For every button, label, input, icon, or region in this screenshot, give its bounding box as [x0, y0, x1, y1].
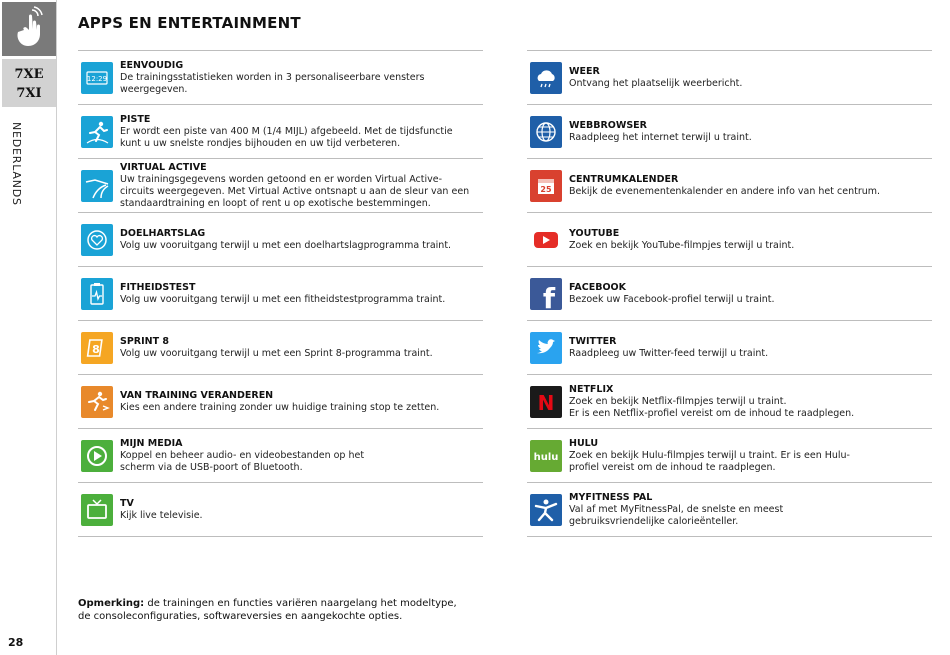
item-desc: De trainingsstatistieken worden in 3 personaliseerbare vensters weergegeven. [120, 71, 425, 95]
list-item [527, 266, 932, 320]
virtual-road-icon [81, 170, 113, 202]
list-item [527, 482, 932, 537]
item-desc: profiel vereist om de inhoud te raadplegen. [569, 461, 776, 473]
list-item [78, 482, 483, 537]
item-title: TWITTER [569, 335, 617, 347]
footnote [78, 597, 498, 623]
left-app-list [78, 50, 483, 537]
list-item [78, 266, 483, 320]
item-title: FACEBOOK [569, 281, 626, 293]
item-desc: Kijk live televisie. [120, 509, 203, 521]
item-desc: Val af met MyFitnessPal, de snelste en meest [569, 503, 784, 515]
hulu-icon [530, 440, 562, 472]
facebook-text: f [542, 282, 556, 310]
item-desc: Volg uw vooruitgang terwijl u met een doelhartslagprogramma traint. [120, 239, 452, 251]
item-title: CENTRUMKALENDER [569, 173, 679, 185]
item-title: MIJN MEDIA [120, 437, 183, 449]
twitter-icon [530, 332, 562, 364]
item-desc: Bekijk de evenementenkalender en andere info van het centrum. [569, 185, 881, 197]
item-desc: Raadpleeg het internet terwijl u traint. [569, 131, 752, 143]
item-title: MYFITNESS PAL [569, 491, 653, 503]
item-title: WEBBROWSER [569, 119, 647, 131]
weather-cloud-icon [530, 62, 562, 94]
item-desc: scherm via de USB-poort of Bluetooth. [120, 461, 303, 473]
model-label: 7XE [14, 67, 44, 82]
tv-icon [81, 494, 113, 526]
item-desc: kunt u uw snelste rondjes bijhouden en uw tijd verbeteren. [120, 137, 401, 149]
side-margin [0, 0, 57, 655]
list-item [527, 374, 932, 428]
item-title: EENVOUDIG [120, 59, 184, 71]
calendar-icon [530, 170, 562, 202]
list-item [78, 158, 483, 212]
list-item [78, 212, 483, 266]
item-desc: Ontvang het plaatselijk weerbericht. [569, 77, 743, 89]
model-badge [2, 59, 56, 107]
myfitnesspal-icon [530, 494, 562, 526]
item-title: VAN TRAINING VERANDEREN [120, 389, 274, 401]
sprint-text: 8 [92, 343, 100, 356]
netflix-text: N [537, 391, 555, 415]
item-title: NETFLIX [569, 383, 614, 395]
item-desc: circuits weergegeven. Met Virtual Active ontsnapt u aan de sleur van een [120, 185, 470, 197]
fitness-test-icon [81, 278, 113, 310]
item-title: YOUTUBE [569, 227, 620, 239]
item-title: WEER [569, 65, 600, 77]
item-title: FITHEIDSTEST [120, 281, 196, 293]
list-item [527, 158, 932, 212]
note-text: de trainingen en functies variëren naargelang het modeltype, [147, 598, 457, 609]
note-text: de consoleconfiguraties, softwareversies en aangekochte opties. [78, 611, 403, 622]
play-media-icon [81, 440, 113, 472]
list-item [527, 428, 932, 482]
change-workout-icon [81, 386, 113, 418]
item-desc: Volg uw vooruitgang terwijl u met een Sprint 8-programma traint. [120, 347, 433, 359]
item-title: SPRINT 8 [120, 335, 170, 347]
runner-track-icon [81, 116, 113, 148]
list-item [527, 212, 932, 266]
facebook-icon [530, 278, 562, 310]
item-title: PISTE [120, 113, 151, 125]
page-title: APPS EN ENTERTAINMENT [78, 14, 301, 32]
item-desc: Er wordt een piste van 400 M (1/4 MIJL) afgebeeld. Met de tijdsfunctie [120, 125, 453, 137]
youtube-icon [530, 224, 562, 256]
model-label: 7XI [16, 86, 42, 101]
item-desc: Raadpleeg uw Twitter-feed terwijl u traint. [569, 347, 769, 359]
item-desc: Koppel en beheer audio- en videobestanden op het [120, 449, 365, 461]
right-app-list [527, 50, 932, 537]
item-desc: gebruiksvriendelijke calorieënteller. [569, 515, 739, 527]
item-title: DOELHARTSLAG [120, 227, 206, 239]
clock-text: 12:29 [86, 75, 108, 83]
calendar-day-text: 25 [540, 185, 552, 194]
language-label: NEDERLANDS [10, 122, 23, 206]
list-item [78, 104, 483, 158]
item-desc: Zoek en bekijk Netflix-filmpjes terwijl u traint. [569, 395, 787, 407]
netflix-icon [530, 386, 562, 418]
item-desc: Bezoek uw Facebook-profiel terwijl u traint. [569, 293, 775, 305]
sprint8-icon [81, 332, 113, 364]
list-item [78, 320, 483, 374]
list-item [527, 50, 932, 104]
item-desc: Zoek en bekijk Hulu-filmpjes terwijl u traint. Er is een Hulu- [569, 449, 850, 461]
list-item [78, 374, 483, 428]
list-item [78, 428, 483, 482]
note-label: Opmerking: [78, 598, 145, 609]
item-desc: Volg uw vooruitgang terwijl u met een fitheidstestprogramma traint. [120, 293, 446, 305]
globe-icon [530, 116, 562, 148]
list-item [527, 320, 932, 374]
item-title: HULU [569, 437, 599, 449]
hulu-text: hulu [533, 452, 559, 463]
item-desc: Zoek en bekijk YouTube-filmpjes terwijl u traint. [569, 239, 795, 251]
list-item [78, 50, 483, 104]
heart-target-icon [81, 224, 113, 256]
item-desc: Er is een Netflix-profiel vereist om de inhoud te raadplegen. [569, 407, 855, 419]
item-title: TV [120, 497, 134, 509]
touch-hand-icon [2, 2, 56, 56]
page-number: 28 [8, 636, 24, 649]
clock-display-icon [81, 62, 113, 94]
list-item [527, 104, 932, 158]
item-desc: Kies een andere training zonder uw huidige training stop te zetten. [120, 401, 440, 413]
item-title: VIRTUAL ACTIVE [120, 161, 207, 173]
item-desc: Uw trainingsgegevens worden getoond en er worden Virtual Active- [120, 173, 443, 185]
item-desc: standaardtraining en loopt of rent u op exotische bestemmingen. [120, 197, 431, 209]
